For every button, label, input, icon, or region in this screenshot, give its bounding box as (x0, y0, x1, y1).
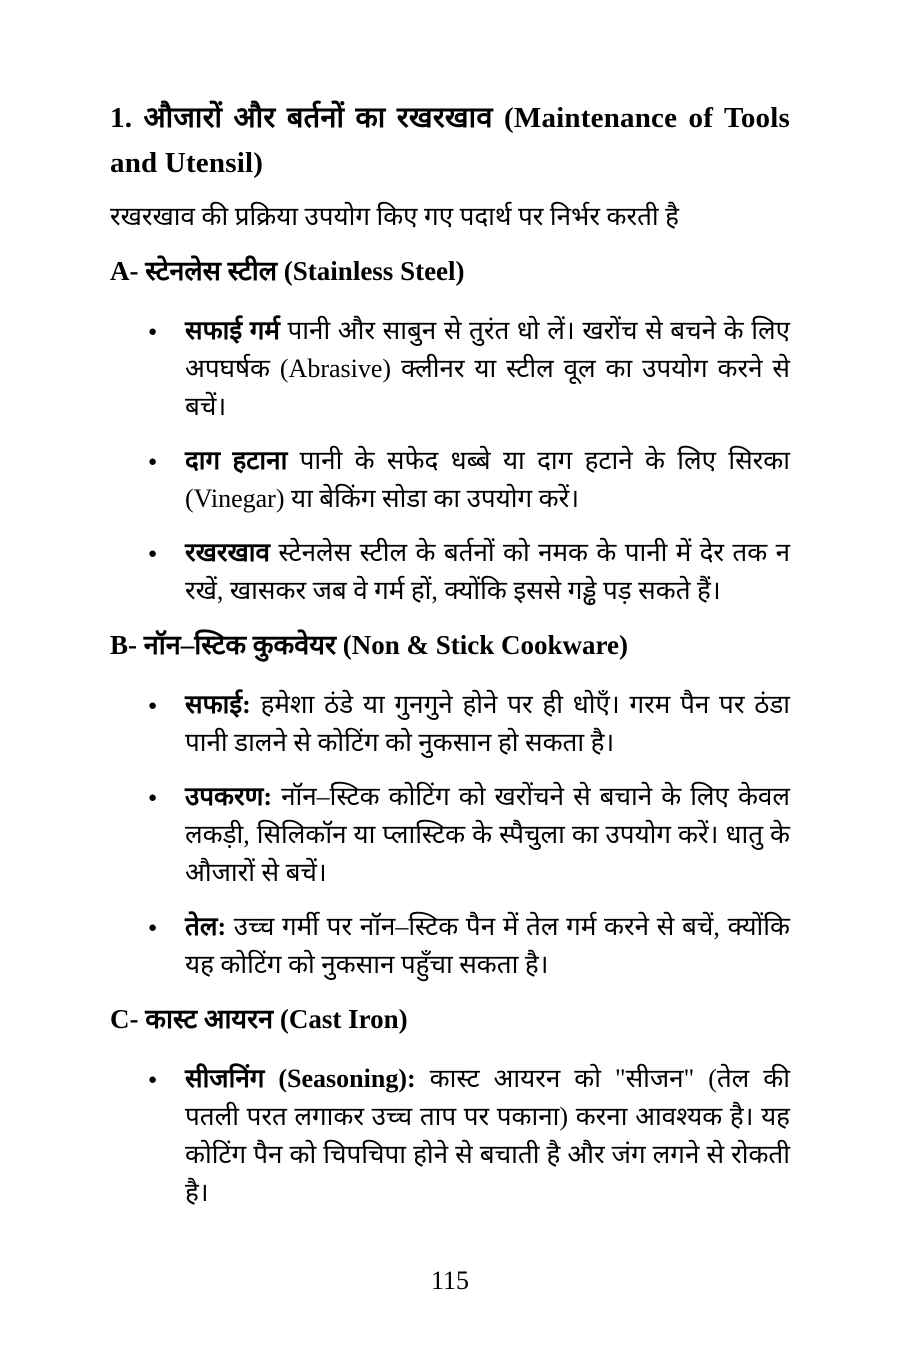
bullet-text: हमेशा ठंडे या गुनगुने होने पर ही धोएँ। गरम पैन पर ठंडा पानी डालने से कोटिंग को नुकसान हो सकता है। (185, 690, 790, 757)
bullet-icon: ● (148, 324, 158, 340)
list-item (110, 442, 790, 518)
bullet-icon: ● (148, 546, 158, 562)
bullet-text: स्टेनलेस स्टील के बर्तनों को नमक के पानी में देर तक न रखें, खासकर जब वे गर्म हों, क्योंकि इससे गड्ढे पड़ सकते हैं। (185, 538, 790, 605)
bullet-list (110, 1060, 790, 1212)
bullet-lead: उपकरण: (185, 782, 273, 811)
section-stainless-steel (110, 252, 790, 626)
list-item (110, 686, 790, 762)
section-cast-iron (110, 1000, 790, 1228)
list-item (110, 534, 790, 610)
bullet-icon: ● (148, 1072, 158, 1088)
bullet-lead: सफाई गर्म (185, 316, 280, 345)
bullet-text: पानी के सफेद धब्बे या दाग हटाने के लिए सिरका (Vinegar) या बेकिंग सोडा का उपयोग करें। (185, 446, 790, 513)
list-item (110, 778, 790, 892)
bullet-lead: दाग हटाना (185, 446, 288, 475)
bullet-icon: ● (148, 920, 158, 936)
bullet-list (110, 312, 790, 610)
bullet-icon: ● (148, 454, 158, 470)
bullet-lead: तेल: (185, 912, 227, 941)
section-heading: C- कास्ट आयरन (Cast Iron) (110, 1004, 408, 1034)
bullet-icon: ● (148, 698, 158, 714)
bullet-icon: ● (148, 790, 158, 806)
page-footer (110, 1262, 790, 1350)
intro-paragraph: रखरखाव की प्रक्रिया उपयोग किए गए पदार्थ पर निर्भर करती है (110, 202, 679, 231)
bullet-text: नॉन–स्टिक कोटिंग को खरोंचने से बचाने के लिए केवल लकड़ी, सिलिकॉन या प्लास्टिक के स्पैचुला का उपयोग करें। धातु के औजारों से बचें। (185, 782, 790, 887)
list-item (110, 312, 790, 426)
bullet-text: पानी और साबुन से तुरंत धो लें। खरोंच से बचने के लिए अपघर्षक (Abrasive) क्लीनर या स्टील वूल का उपयोग करने से बचें। (185, 316, 790, 421)
list-item (110, 908, 790, 984)
section-non-stick-cookware (110, 626, 790, 1000)
bullet-lead: सीजनिंग (Seasoning): (185, 1064, 416, 1093)
bullet-text: उच्च गर्मी पर नॉन–स्टिक पैन में तेल गर्म करने से बचें, क्योंकि यह कोटिंग को नुकसान पहुँचा सकता है। (185, 912, 790, 979)
list-item (110, 1060, 790, 1212)
page-title: 1. औजारों और बर्तनों का रखरखाव (Maintenance of Tools and Utensil) (110, 102, 790, 179)
bullet-list (110, 686, 790, 984)
bullet-text: कास्ट आयरन को "सीजन" (तेल की पतली परत लगाकर उच्च ताप पर पकाना) करना आवश्यक है। यह कोटिंग पैन को चिपचिपा होने से बचाती है और जंग लगने से रोकती है। (185, 1064, 791, 1207)
section-heading: B- नॉन–स्टिक कुकवेयर (Non & Stick Cookware) (110, 630, 628, 660)
bullet-lead: रखरखाव (185, 538, 270, 567)
bullet-lead: सफाई: (185, 690, 251, 719)
section-heading: A- स्टेनलेस स्टील (Stainless Steel) (110, 256, 465, 286)
page-number: 115 (430, 1266, 470, 1295)
